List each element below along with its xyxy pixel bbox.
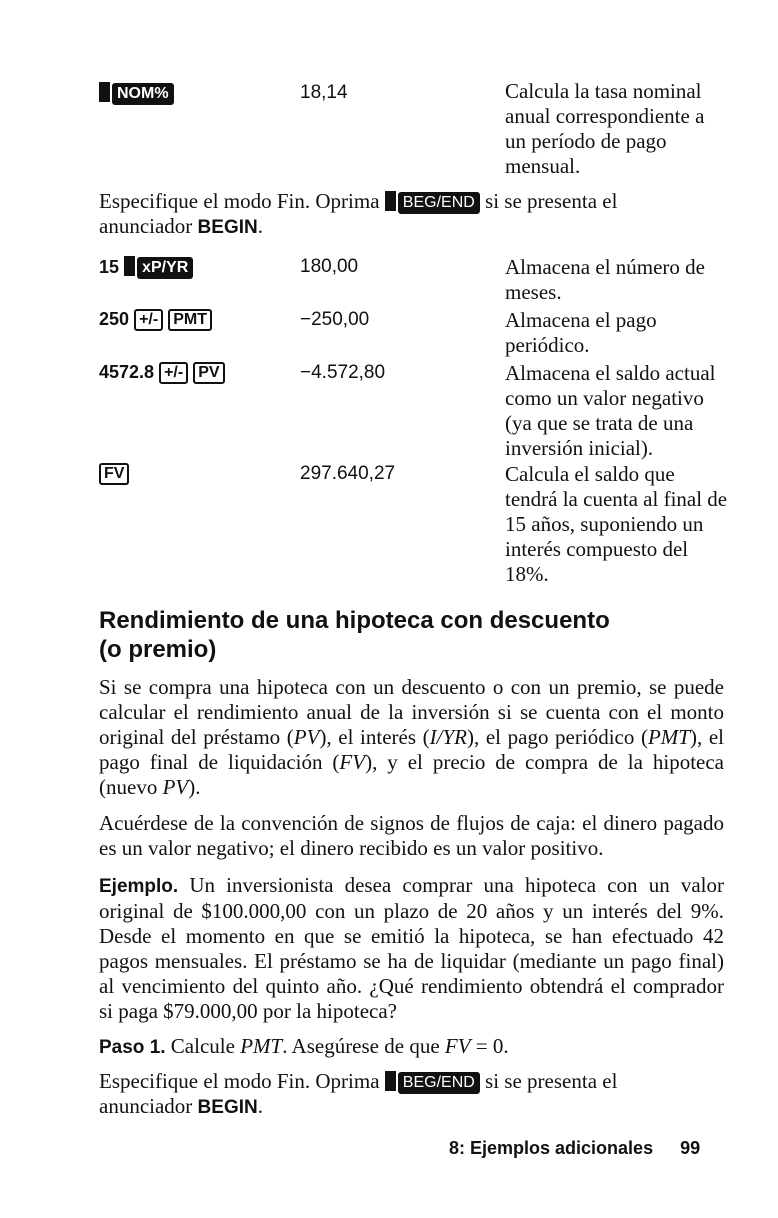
display-value: −250,00 [300, 309, 370, 330]
nom-percent-key: NOM% [112, 83, 174, 105]
step-one: Paso 1. Calcule PMT. Asegúrese de que FV = 0. [99, 1034, 509, 1058]
keystroke-payment: 250 +/- PMT [99, 309, 212, 331]
row-description: Calcula la tasa nominal anual correspondiente a un período de pago mensual. [505, 79, 705, 178]
page-number: 99 [680, 1138, 701, 1158]
intro-paragraph: Si se compra una hipoteca con un descuento o con un premio, se puede calcular el rendimiento anual de la inversión si se cuenta con el monto original del préstamo (PV), el interés (I/YR), el pago periódico (PMT), el pago final de liquidación (FV), y el precio de compra de la hipoteca (nuevo PV). [99, 675, 724, 799]
mode-note: Especifique el modo Fin. Oprima BEG/END si se presenta el anunciador BEGIN. [99, 1069, 618, 1118]
display-value: 18,14 [300, 82, 348, 103]
page-footer [449, 1138, 700, 1159]
row-description: Almacena el pago periódico. [505, 308, 657, 357]
xpyr-key: xP/YR [137, 257, 193, 279]
chapter-title: 8: Ejemplos adicionales [449, 1138, 654, 1158]
change-sign-key: +/- [159, 362, 188, 384]
example-label: Ejemplo. [99, 876, 179, 897]
row-description: Almacena el número de meses. [505, 255, 705, 304]
keystroke-present-value: 4572.8 +/- PV [99, 362, 225, 384]
annunciator-begin: BEGIN [197, 217, 258, 238]
fv-key: FV [99, 463, 129, 485]
display-value: 297.640,27 [300, 463, 396, 484]
sign-convention-paragraph: Acuérdese de la convención de signos de flujos de caja: el dinero pagado es un valor negativo; el dinero recibido es un valor positivo. [99, 811, 724, 860]
shift-key-icon [385, 191, 396, 211]
shift-key-icon [385, 1071, 396, 1091]
keystroke-nom [99, 82, 174, 105]
beg-end-key: BEG/END [398, 192, 480, 214]
row-description: Almacena el saldo actual como un valor negativo (ya que se trata de una inversión inicial). [505, 361, 716, 460]
keystroke-months: 15 xP/YR [99, 256, 193, 279]
annunciator-begin: BEGIN [197, 1097, 258, 1118]
shift-key-icon [124, 256, 135, 276]
change-sign-key: +/- [134, 309, 163, 331]
mode-note: Especifique el modo Fin. Oprima BEG/END si se presenta el anunciador BEGIN. [99, 189, 618, 238]
row-description: Calcula el saldo que tendrá la cuenta al final de 15 años, suponiendo un interés compuesto del 18%. [505, 462, 728, 586]
display-value: −4.572,80 [300, 362, 386, 383]
keystroke-future-value [99, 463, 129, 485]
example-paragraph: Ejemplo. Un inversionista desea comprar una hipoteca con un valor original de $100.000,00 con un plazo de 20 años y un interés del 9%. Desde el momento en que se emitió la hipoteca, se han efectuado 42 pagos mensuales. El préstamo se ha de liquidar (mediante un pago final) al vencimiento del quinto año. ¿Qué rendimiento obtendrá el comprador si paga $79.000,00 por la hipoteca? [99, 873, 724, 1023]
shift-key-icon [99, 82, 110, 102]
step-label: Paso 1. [99, 1037, 166, 1058]
pmt-key: PMT [168, 309, 212, 331]
beg-end-key: BEG/END [398, 1072, 480, 1094]
display-value: 180,00 [300, 256, 359, 277]
pv-key: PV [193, 362, 224, 384]
section-heading: Rendimiento de una hipoteca con descuento (o premio) [99, 607, 610, 663]
